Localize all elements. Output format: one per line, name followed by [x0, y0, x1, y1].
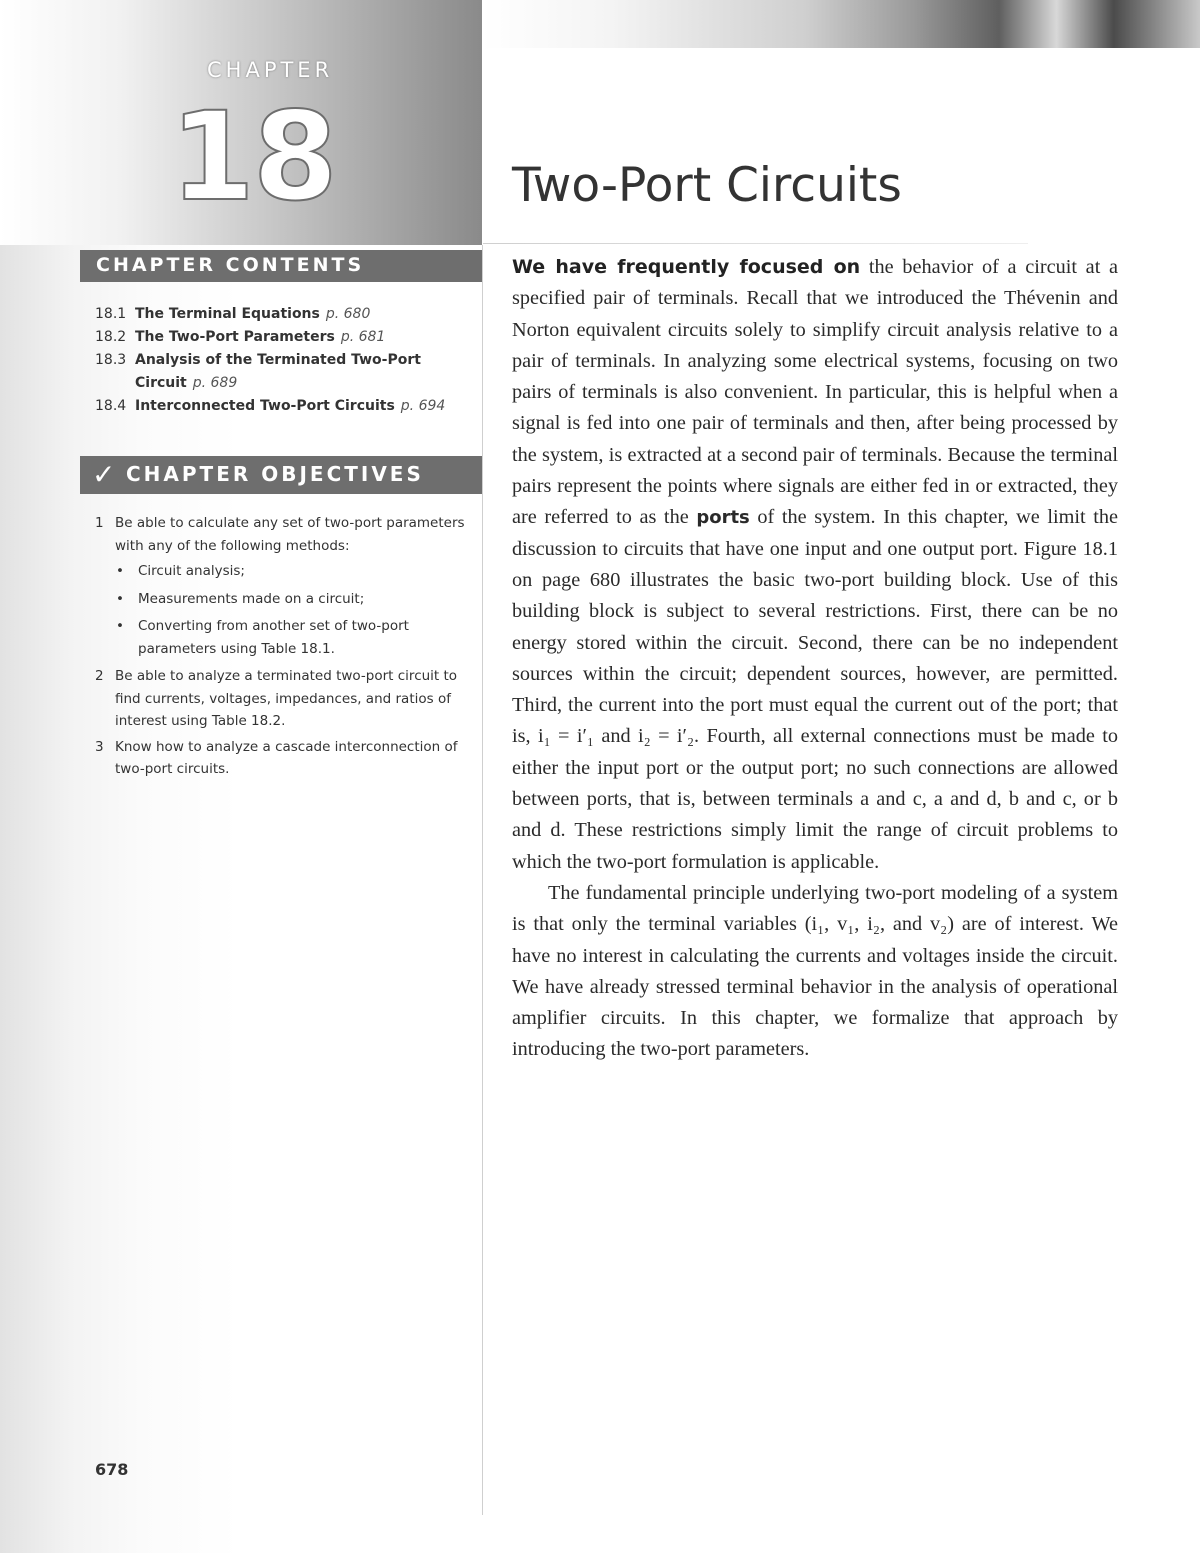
contents-item-page: p. 689: [192, 375, 238, 391]
objective-subitem-text: Circuit analysis;: [138, 563, 245, 579]
objective-text: Be able to analyze a terminated two-port circuit to find currents, voltages, impedances, and ratios of interest using Table 18.2.: [115, 668, 458, 729]
contents-heading-bar: [80, 250, 482, 282]
objective-subitem-text: Measurements made on a circuit;: [138, 590, 365, 607]
contents-item[interactable]: [95, 349, 465, 395]
contents-item[interactable]: [95, 326, 465, 349]
objective-number: 3: [95, 738, 104, 755]
contents-item-number: 18.2: [95, 329, 127, 345]
contents-item[interactable]: [95, 395, 465, 418]
contents-item[interactable]: [95, 303, 465, 326]
title-rule: [483, 243, 1028, 244]
chapter-label: CHAPTER: [207, 58, 334, 82]
paragraph-text: of the system. In this chapter, we limit the discussion to circuits that have one input and one output port. Figure 18.1 on page 680 illustrates the basic two-port building block. Use of this building block is subject to several restrictions. First, there can be no energy stored within the circuit. Second, there can be no independent sources within the circuit; dependent sources, however, are permitted. Third, the current into the port must equal the current out of the port; that is, i₁ = i′₁ and i₂ = i′₂. Fourth, all external connections must be made to either the input port or the output port; no such connections are allowed between ports, that is, between terminals a and c, a and d, b and c, or b and d. These restrictions simply limit the range of circuit problems to which the two-port formulation is applicable.: [512, 506, 1118, 873]
objective-text: Know how to analyze a cascade interconnection of two-port circuits.: [115, 738, 458, 777]
bullet-icon: •: [116, 590, 124, 607]
objective-subitem: [95, 560, 465, 583]
column-divider: [482, 245, 483, 1515]
paragraph-text: the behavior of a circuit at a specified pair of terminals. Recall that we introduced the Thévenin and Norton equivalent circuits solely to simplify circuit analysis relative to a pair of terminals. In analyzing some electrical systems, focusing on two pairs of terminals is also convenient. In particular, this is helpful when a signal is fed into one pair of terminals and then, after being processed by the system, is extracted at a second pair of terminals. Because the terminal pairs represent the points where signals are either fed in or extracted, they are referred to as the: [512, 256, 1118, 529]
page-title: Two-Port Circuits: [512, 158, 902, 213]
contents-item-page: p. 694: [400, 398, 446, 414]
sidebar-background: [0, 245, 482, 1553]
objective-number: 2: [95, 668, 104, 684]
lead-in-text: We have frequently focused on: [512, 256, 861, 278]
chapter-intro: [512, 252, 1118, 1066]
chapter-number: 18: [170, 86, 336, 228]
checkmark-icon: ✓: [92, 458, 116, 491]
page-number: 678: [95, 1460, 129, 1479]
objective-item: [95, 512, 465, 557]
intro-paragraph-2: The fundamental principle underlying two-port modeling of a system is that only the terminal variables (i₁, v₁, i₂, and v₂) are of interest. We have no interest in calculating the currents and voltages inside the circuit. We have already stressed terminal behavior in the analysis of operational amplifier circuits. In this chapter, we formalize that approach by introducing the two-port parameters.: [512, 881, 1118, 1061]
intro-paragraph-1: [512, 252, 1118, 878]
contents-item-number: 18.1: [95, 306, 127, 322]
contents-item-page: p. 681: [340, 329, 386, 345]
contents-item-title: The Terminal Equations: [135, 306, 320, 322]
contents-item-number: 18.4: [95, 398, 127, 414]
objective-text: Be able to calculate any set of two-port parameters with any of the following methods:: [115, 515, 465, 554]
objectives-list: [95, 512, 465, 784]
objectives-heading-bar: [80, 456, 482, 494]
objective-item: [95, 665, 465, 733]
objectives-heading: CHAPTER OBJECTIVES: [126, 462, 424, 486]
keyword-ports: ports: [696, 507, 750, 529]
header-photo: [482, 0, 1200, 50]
contents-heading: CHAPTER CONTENTS: [96, 254, 365, 276]
bullet-icon: •: [116, 563, 124, 579]
objective-item: [95, 736, 465, 781]
objective-subitem-text: Converting from another set of two-port parameters using Table 18.1.: [138, 618, 409, 657]
contents-item-title: Interconnected Two-Port Circuits: [135, 398, 395, 414]
contents-item-title: The Two-Port Parameters: [135, 329, 335, 345]
objective-subitem: [95, 588, 465, 611]
contents-item-page: p. 680: [325, 306, 371, 322]
contents-item-number: 18.3: [95, 352, 127, 368]
contents-list: [95, 303, 465, 418]
bullet-icon: •: [116, 618, 124, 634]
objective-subitem: [95, 615, 465, 660]
contents-item-title: Analysis of the Terminated Two-Port Circuit: [135, 352, 421, 391]
objective-number: 1: [95, 515, 104, 531]
